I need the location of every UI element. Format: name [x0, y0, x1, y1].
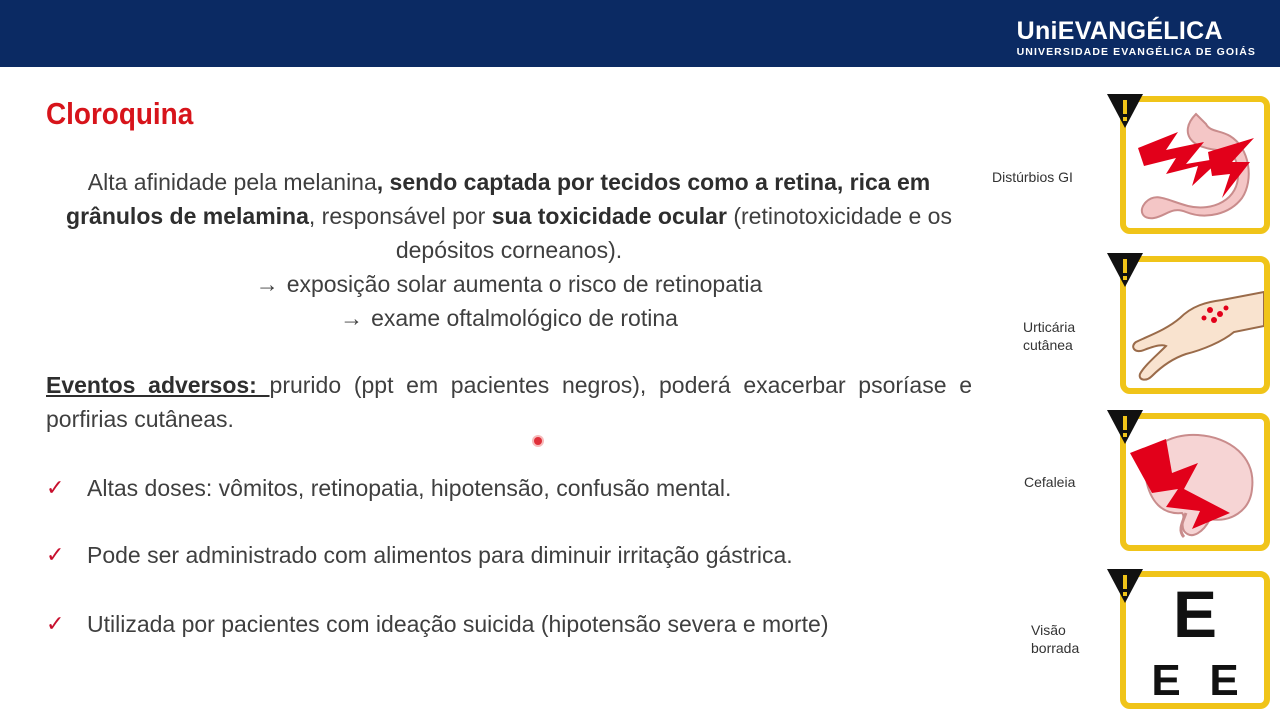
- eye-chart-letter-large: E: [1172, 577, 1218, 651]
- side-label-urticaria: Urticária cutânea: [1023, 319, 1076, 353]
- intro-line-sun: → exposição solar aumenta o risco de retinopatia: [46, 267, 972, 301]
- adverse-events: [46, 368, 972, 436]
- logo-subtitle: UNIVERSIDADE EVANGÉLICA DE GOIÁS: [1016, 46, 1256, 58]
- list-item: ✓ Altas doses: vômitos, retinopatia, hipotensão, confusão mental.: [46, 475, 732, 501]
- header-bar: [0, 0, 1280, 67]
- warning-icon: [1105, 92, 1145, 130]
- laser-pointer: [534, 437, 542, 445]
- warning-icon: [1105, 408, 1145, 446]
- intro-text: [46, 165, 972, 335]
- stomach-icon: [1126, 102, 1264, 228]
- warning-icon: [1105, 567, 1145, 605]
- warning-icon: [1105, 251, 1145, 289]
- checkmark-icon: ✓: [46, 611, 65, 636]
- eye-chart-icon: [1126, 577, 1264, 703]
- eye-chart-letter-small: E: [1209, 656, 1239, 703]
- arrow-right-icon: →: [255, 271, 279, 297]
- eye-chart-letter-small: E: [1151, 656, 1181, 703]
- intro-paragraph: Alta afinidade pela melanina, sendo captada por tecidos como a retina, rica em grânulos de melamina, responsável por sua toxicidade ocular (retinotoxicidade e os depósitos corneanos).: [66, 169, 952, 263]
- arrow-right-icon: →: [340, 305, 364, 331]
- brain-icon: [1126, 419, 1264, 545]
- side-label-visao: Visão borrada: [1031, 622, 1080, 656]
- intro-line-exam: → exame oftalmológico de rotina: [46, 301, 972, 335]
- side-label-gi: Distúrbios GI: [992, 169, 1073, 185]
- checkmark-icon: ✓: [46, 542, 65, 567]
- list-item: ✓ Utilizada por pacientes com ideação suicida (hipotensão severa e morte): [46, 611, 829, 637]
- side-label-cefaleia: Cefaleia: [1024, 474, 1076, 490]
- adverse-events-text: prurido (ppt em pacientes negros), poderá exacerbar psoríase e porfirias cutâneas.: [46, 372, 972, 432]
- checkmark-icon: ✓: [46, 475, 65, 500]
- slide-title: Cloroquina: [46, 96, 194, 131]
- hand-rash-icon: [1126, 262, 1264, 388]
- logo-main: UniEVANGÉLICA: [1016, 17, 1223, 45]
- adverse-events-label: Eventos adversos:: [46, 372, 270, 398]
- list-item: ✓ Pode ser administrado com alimentos para diminuir irritação gástrica.: [46, 542, 793, 568]
- university-logo: [1017, 17, 1256, 58]
